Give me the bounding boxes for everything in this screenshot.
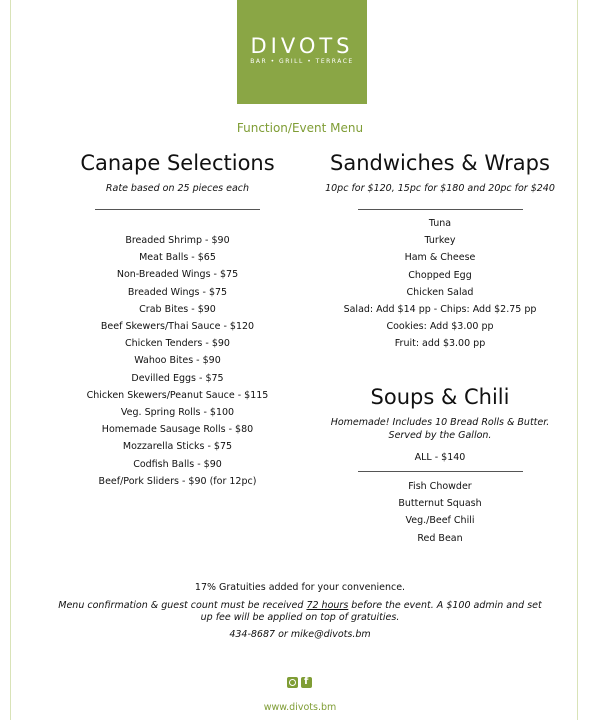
canape-section xyxy=(55,150,300,490)
soups-note-line1: Homemade! Includes 10 Bread Rolls & Butter. xyxy=(330,417,550,428)
menu-item: Beef Skewers/Thai Sauce - $120 xyxy=(100,321,255,333)
menu-item: Chicken Salad xyxy=(406,286,474,298)
menu-item: Mozzarella Sticks - $75 xyxy=(122,441,233,453)
canape-note: Rate based on 25 pieces each xyxy=(105,183,250,194)
canape-divider xyxy=(95,209,260,210)
social-links xyxy=(287,677,312,688)
menu-item: Crab Bites - $90 xyxy=(139,303,216,315)
menu-item: Codfish Balls - $90 xyxy=(133,458,222,470)
menu-item: Homemade Sausage Rolls - $80 xyxy=(101,424,254,436)
sandwiches-list xyxy=(320,215,560,353)
confirmation-line2: up fee will be applied on top of gratuities. xyxy=(200,612,400,623)
menu-item: Veg. Spring Rolls - $100 xyxy=(120,407,235,419)
menu-item: Salad: Add $14 pp - Chips: Add $2.75 pp xyxy=(343,304,537,316)
canape-list xyxy=(55,232,300,490)
gratuity-note: 17% Gratuities added for your convenience. xyxy=(194,582,406,593)
menu-item: Veg./Beef Chili xyxy=(405,515,475,527)
menu-item: Devilled Eggs - $75 xyxy=(131,372,224,384)
logo-tagline: BAR • GRILL • TERRACE xyxy=(250,58,354,65)
confirmation-post: before the event. A $100 admin and set xyxy=(348,600,542,611)
menu-item: Cookies: Add $3.00 pp xyxy=(386,321,494,333)
soups-note-line2: Served by the Gallon. xyxy=(388,430,492,441)
soups-section xyxy=(320,384,560,547)
canape-heading: Canape Selections xyxy=(80,151,275,175)
logo-wordmark: DIVOTS xyxy=(250,34,354,58)
menu-item: Fruit: add $3.00 pp xyxy=(394,338,486,350)
menu-item: Fish Chowder xyxy=(408,481,472,492)
menu-item: Ham & Cheese xyxy=(404,252,476,264)
sandwiches-note: 10pc for $120, 15pc for $180 and 20pc for $240 xyxy=(325,183,555,194)
menu-item: Chicken Tenders - $90 xyxy=(125,338,230,350)
sandwiches-heading: Sandwiches & Wraps xyxy=(330,151,550,175)
menu-item: Meat Balls - $65 xyxy=(139,252,216,264)
menu-item: Turkey xyxy=(424,235,456,247)
menu-item: Butternut Squash xyxy=(398,498,482,510)
menu-item: Wahoo Bites - $90 xyxy=(134,355,221,367)
website-link[interactable]: www.divots.bm xyxy=(263,702,337,713)
menu-item: Red Bean xyxy=(417,532,463,544)
divots-logo xyxy=(237,0,367,104)
instagram-icon[interactable] xyxy=(287,677,298,688)
sandwiches-section xyxy=(320,150,560,353)
menu-item: Chopped Egg xyxy=(408,269,472,281)
facebook-icon[interactable] xyxy=(301,677,312,688)
event-menu-title: Function/Event Menu xyxy=(236,121,364,135)
soups-divider xyxy=(358,471,523,472)
sandwiches-divider xyxy=(358,209,523,210)
menu-item: Tuna xyxy=(428,218,452,229)
menu-item: Breaded Shrimp - $90 xyxy=(125,235,230,246)
footer-notes xyxy=(0,582,600,641)
soups-price: ALL - $140 xyxy=(414,452,466,463)
soups-heading: Soups & Chili xyxy=(370,385,510,409)
confirmation-note xyxy=(0,600,600,612)
menu-item: Chicken Skewers/Peanut Sauce - $115 xyxy=(86,389,269,401)
soups-list xyxy=(320,478,560,547)
contact-info: 434-8687 or mike@divots.bm xyxy=(229,629,371,640)
confirmation-pre: Menu confirmation & guest count must be received xyxy=(58,600,307,611)
menu-item: Beef/Pork Sliders - $90 (for 12pc) xyxy=(98,475,257,487)
confirmation-hours: 72 hours xyxy=(306,600,349,611)
menu-item: Breaded Wings - $75 xyxy=(127,286,228,298)
menu-item: Non-Breaded Wings - $75 xyxy=(116,269,239,281)
